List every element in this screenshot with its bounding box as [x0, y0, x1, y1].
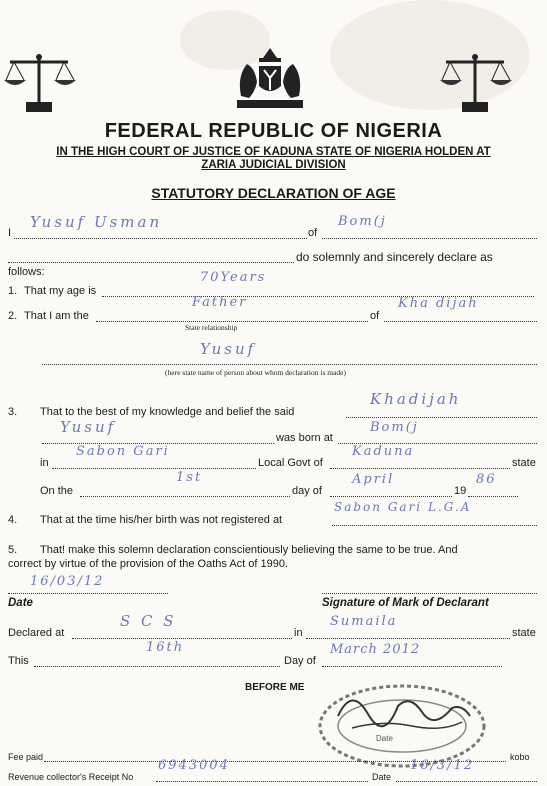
person-handwriting: Yusuf [200, 340, 257, 358]
receipt-label: Revenue collector's Receipt No [8, 772, 134, 782]
relation-handwriting: Father [192, 295, 248, 310]
date-dotted-line [8, 593, 168, 594]
stamp-text: Date [376, 734, 393, 743]
in-footer-label: in [294, 627, 303, 639]
registered-dotted-line [332, 525, 537, 526]
nigeria-coat-of-arms-icon [233, 46, 307, 112]
lga-dotted-line [330, 468, 510, 469]
name-dotted-line [14, 238, 307, 239]
on-the-label: On the [40, 485, 74, 497]
item-1-number: 1. [8, 285, 18, 297]
item-5-number: 5. [8, 544, 18, 556]
date-label: Date [8, 597, 33, 609]
signature-label: Signature of Mark of Declarant [322, 597, 489, 609]
belief-label: That to the best of my knowledge and belief the said [40, 406, 295, 418]
scales-of-justice-icon [2, 52, 76, 114]
belief-name-handwriting: Khadijah [370, 390, 462, 408]
follows-text: follows: [8, 266, 45, 278]
in-dotted-line [52, 468, 256, 469]
age-label: That my age is [24, 285, 97, 297]
court-heading-line1: IN THE HIGH COURT OF JUSTICE OF KADUNA STATE OF NIGERIA HOLDEN AT [56, 146, 491, 158]
declared-at-label: Declared at [8, 627, 65, 639]
item-3-number: 3. [8, 406, 18, 418]
in-footer-dotted-line [306, 638, 510, 639]
year-handwriting: 86 [476, 472, 497, 487]
in-footer-handwriting: Sumaila [330, 614, 398, 629]
court-heading [0, 146, 547, 172]
signature-dotted-line [322, 593, 537, 594]
month-handwriting: April [352, 472, 395, 487]
declared-at-handwriting: S C S [120, 612, 177, 630]
person-dotted-line [42, 364, 537, 365]
registered-handwriting: Sabon Gari L.G.A [334, 500, 472, 514]
intro-of-label: of [308, 227, 318, 239]
origin-dotted-line [322, 238, 537, 239]
date2-handwriting: 16/3/12 [410, 758, 475, 773]
this-handwriting: 16th [146, 640, 185, 655]
day-of-footer-label: Day of [284, 655, 316, 667]
before-me-label: BEFORE ME [245, 682, 305, 693]
day-of-footer-handwriting: March 2012 [330, 642, 421, 657]
in-label: in [40, 457, 49, 469]
year-prefix: 19 [454, 485, 467, 497]
year-dotted-line [468, 496, 518, 497]
date2-label: Date [372, 772, 392, 782]
day-of-footer-dotted-line [322, 666, 502, 667]
declaration-title: STATUTORY DECLARATION OF AGE [151, 185, 396, 201]
in-handwriting: Sabon Gari [76, 444, 170, 459]
kobo-label: kobo [510, 752, 530, 762]
relation-label: That I am the [24, 310, 89, 322]
registered-label: That at the time his/her birth was not registered at [40, 514, 283, 526]
relation-dotted-line [96, 321, 368, 322]
born-label: was born at [276, 432, 333, 444]
solemn-line-2: correct by virtue of the provision of the Oaths Act of 1990. [8, 558, 289, 570]
declare-text: do solemnly and sincerely declare as [296, 250, 493, 264]
relation-person-dotted-line [384, 321, 537, 322]
lga-handwriting: Kaduna [352, 444, 415, 459]
this-label: This [8, 655, 29, 667]
declared-at-dotted-line [72, 638, 292, 639]
month-dotted-line [330, 496, 452, 497]
belief-dotted-line [346, 417, 537, 418]
day-of-label: day of [292, 485, 322, 497]
day-handwriting: 1st [176, 470, 203, 485]
date-handwriting: 16/03/12 [30, 574, 105, 589]
state-relationship-note: State relationship [185, 323, 238, 332]
relation-person-handwriting: Kha dijah [398, 296, 479, 311]
receipt-handwriting: 6943004 [158, 758, 230, 773]
relation-of-label: of [370, 310, 380, 322]
blank-dotted-line [8, 262, 294, 263]
state-footer-label: state [512, 627, 536, 639]
fee-paid-label: Fee paid [8, 752, 44, 762]
born-name-handwriting: Yusuf [60, 418, 117, 436]
born-place-handwriting: Bom(j [370, 420, 419, 435]
person-note: (here state name of person about whom declaration is made) [165, 368, 346, 377]
receipt-dotted-line [156, 781, 368, 782]
scales-of-justice-icon [438, 52, 512, 114]
state-label: state [512, 457, 536, 469]
day-dotted-line [80, 496, 290, 497]
date2-dotted-line [396, 781, 537, 782]
lga-label: Local Govt of [258, 457, 323, 469]
origin-handwriting: Bom(j [338, 214, 387, 229]
item-4-number: 4. [8, 514, 18, 526]
document-title: FEDERAL REPUBLIC OF NIGERIA [104, 120, 443, 142]
item-2-number: 2. [8, 310, 18, 322]
court-heading-line2: ZARIA JUDICIAL DIVISION [201, 159, 346, 171]
intro-i-label: I [8, 227, 12, 239]
solemn-line-1: That! make this solemn declaration conscientiously believing the same to be true. And [40, 544, 458, 556]
age-handwriting: 70Years [200, 270, 267, 285]
declarant-name-handwriting: Yusuf Usman [30, 213, 163, 231]
this-dotted-line [34, 666, 280, 667]
